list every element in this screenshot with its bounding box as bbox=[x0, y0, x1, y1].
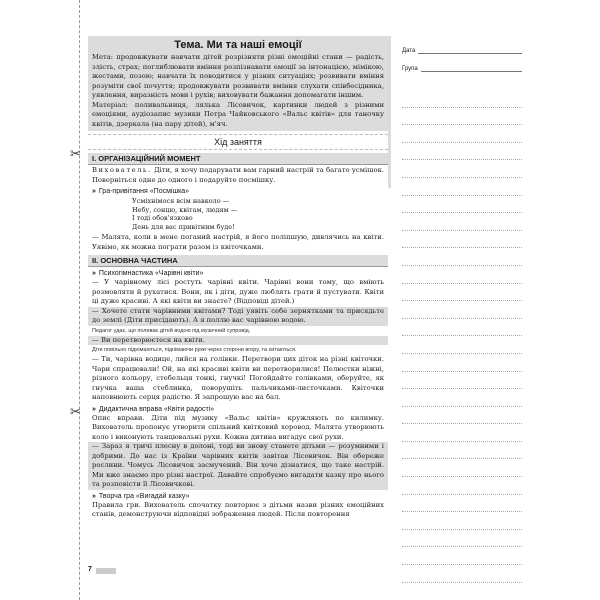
scissors-icon: ✂ bbox=[70, 147, 81, 162]
paragraph: — Ви перетворюєтеся на квіти. bbox=[88, 336, 388, 346]
game-title: » Гра-привітання «Посмішка» bbox=[92, 188, 190, 195]
didactic-title: » Дидактична вправа «Квіти радості» bbox=[92, 405, 215, 413]
note-line[interactable] bbox=[402, 547, 522, 565]
note-line[interactable] bbox=[402, 459, 522, 477]
page-number: 7 bbox=[88, 566, 92, 573]
lesson-plan bbox=[88, 36, 388, 520]
after-verse-text: — Малята, коли в мене поганий настрій, я його поліпшую, дивлячись на квіти. Уявімо, як можна пограти разом із квіточками. bbox=[92, 233, 384, 251]
intro-text: Вихователь. Діти, я хочу подарувати вам гарний настрій та багато усмішок. Поверніться одне до одного і подаруйте посмішку. bbox=[92, 166, 384, 184]
note-line[interactable] bbox=[402, 196, 522, 214]
note-line[interactable] bbox=[402, 178, 522, 196]
gym-title: » Психогімнастика «Чарівні квіти» bbox=[92, 270, 204, 277]
note-line[interactable] bbox=[402, 125, 522, 143]
note-line[interactable] bbox=[402, 407, 522, 425]
note-line[interactable] bbox=[402, 565, 522, 583]
note-line[interactable] bbox=[402, 336, 522, 354]
note-line[interactable] bbox=[402, 372, 522, 390]
paragraph: Правила гри. Вихователь спочатку повторює з дітьми назви різних емоційних станів, демонструючи відповідні зображення людей. Після повторення bbox=[92, 500, 384, 518]
header-band bbox=[88, 36, 388, 131]
note-line[interactable] bbox=[402, 160, 522, 178]
note-line[interactable] bbox=[402, 424, 522, 442]
note-line[interactable] bbox=[402, 266, 522, 284]
page-number-bar bbox=[96, 568, 116, 574]
arrow-icon: » bbox=[92, 270, 96, 277]
note-line[interactable] bbox=[402, 108, 522, 126]
date-field[interactable]: Дата bbox=[402, 42, 522, 54]
note-line[interactable] bbox=[402, 442, 522, 460]
paragraph: — Зараз я тричі плесну в долоні, тоді ви знову станете дітьми — розумними і добрими. До нас із Країни чарівних квітів завітав Лісовичок. Він обереже рослини. Чомусь Лісовичок засмучений. Він хоче дізнатися, що таке настрій. Ми вже знаємо про різні настрої. Давайте спробуємо вигадати казку про нього та розповісти її Лісовичкові. bbox=[88, 442, 388, 490]
paragraph: — Хочете стати чарівними квітами? Тоді уявіть себе зернятками та присядьте до землі (Діти присідають). А я поллю вас чарівною водою. bbox=[88, 307, 388, 326]
arrow-icon: » bbox=[92, 405, 96, 413]
teacher-note: Педагог удає, що поливає дітей водою під музичний супровід. bbox=[92, 327, 251, 334]
cut-line bbox=[79, 0, 80, 600]
arrow-icon: » bbox=[92, 188, 96, 195]
note-line[interactable] bbox=[402, 389, 522, 407]
note-line[interactable] bbox=[402, 213, 522, 231]
lesson-heading: Хід заняття bbox=[88, 134, 388, 150]
notes-header bbox=[402, 42, 522, 72]
scissors-icon: ✂ bbox=[70, 405, 81, 420]
note-line[interactable] bbox=[402, 90, 522, 108]
paragraph: Опис вправи. Діти під музику «Вальс квітів» кружляють по килимку. Вихователь пропонує утворити спільний квітковий хоровод. Малята утворюють коло і виконують танцювальні рухи. Кожна дитина вигадує свої рухи. bbox=[92, 413, 384, 441]
section-heading: I. ОРГАНІЗАЦІЙНИЙ МОМЕНТ bbox=[88, 153, 388, 165]
note-line[interactable] bbox=[402, 301, 522, 319]
note-line[interactable] bbox=[402, 495, 522, 513]
note-line[interactable] bbox=[402, 143, 522, 161]
note-line[interactable] bbox=[402, 512, 522, 530]
notes-lines[interactable] bbox=[402, 90, 522, 583]
goal-text: Мета: продовжувати навчати дітей розрізняти різні емоційні стани — радість, злість, страх; поглиблювати вміння розпізнавати емоції за інтонацією, мімікою, жестами, позою; навчати їх поводитися у різних ситуаціях; розвивати вміння розуміти свої почуття; продовжувати розвивати вміння слухати співбесідника, уявлення, виразність мови і рухів; виховувати бажання допомагати іншим. bbox=[92, 53, 384, 99]
creative-title: » Творча гра «Вигадай казку» bbox=[92, 492, 190, 500]
note-line[interactable] bbox=[402, 530, 522, 548]
note-line[interactable] bbox=[402, 284, 522, 302]
paragraph: — У чарівному лісі ростуть чарівні квіти. Чарівні вони тому, що вміють розмовляти й рухатися. Вони, як і діти, дуже люблять грати й пустувати. Квіти ці дуже красиві. А які квіти ви знаєте? (Відповіді дітей.) bbox=[92, 278, 384, 305]
group-field[interactable]: Група bbox=[402, 60, 522, 72]
teacher-note: Діти повільно піднімаються, піднімаючи руки через сторони вгору, та хитаються. bbox=[92, 347, 297, 353]
greeting-verse: Усміхнімося всім навколо — Небу, сонцю, квітам, людям — І тоді обов'язково День для вас привітним буде! bbox=[132, 197, 238, 231]
note-line[interactable] bbox=[402, 248, 522, 266]
page-title: Тема. Ми та наші емоції bbox=[174, 39, 302, 51]
paragraph: — Ти, чарівна водице, лийся на голівки. Перетвори цих діток на різні квіточки. Чари спрацювали! Ой, на які красиві квіти ви перетворилися! Пелюстки ніжні, різного кольору, стебельця тонкі, гнучкі! Погойдайте голівками, оберуйте, як гнучка ваша стеблинка, поворушіть пальчиками-листочками. Квіточки наповнюють серця радістю. Я запрошую вас на бал. bbox=[92, 355, 384, 401]
note-line[interactable] bbox=[402, 477, 522, 495]
note-line[interactable] bbox=[402, 231, 522, 249]
note-line[interactable] bbox=[402, 354, 522, 372]
section-heading: II. ОСНОВНА ЧАСТИНА bbox=[88, 255, 388, 267]
note-line[interactable] bbox=[402, 319, 522, 337]
materials-text: Матеріал: поливальниця, лялька Лісовичок, картинки людей з різними емоціями, аудіозапис музики Петра Чайковського «Вальс квітів» для таночку квітів, дзеркала (на пару дітей), м'яч. bbox=[92, 100, 384, 128]
arrow-icon: » bbox=[92, 492, 96, 500]
side-band bbox=[388, 36, 391, 188]
